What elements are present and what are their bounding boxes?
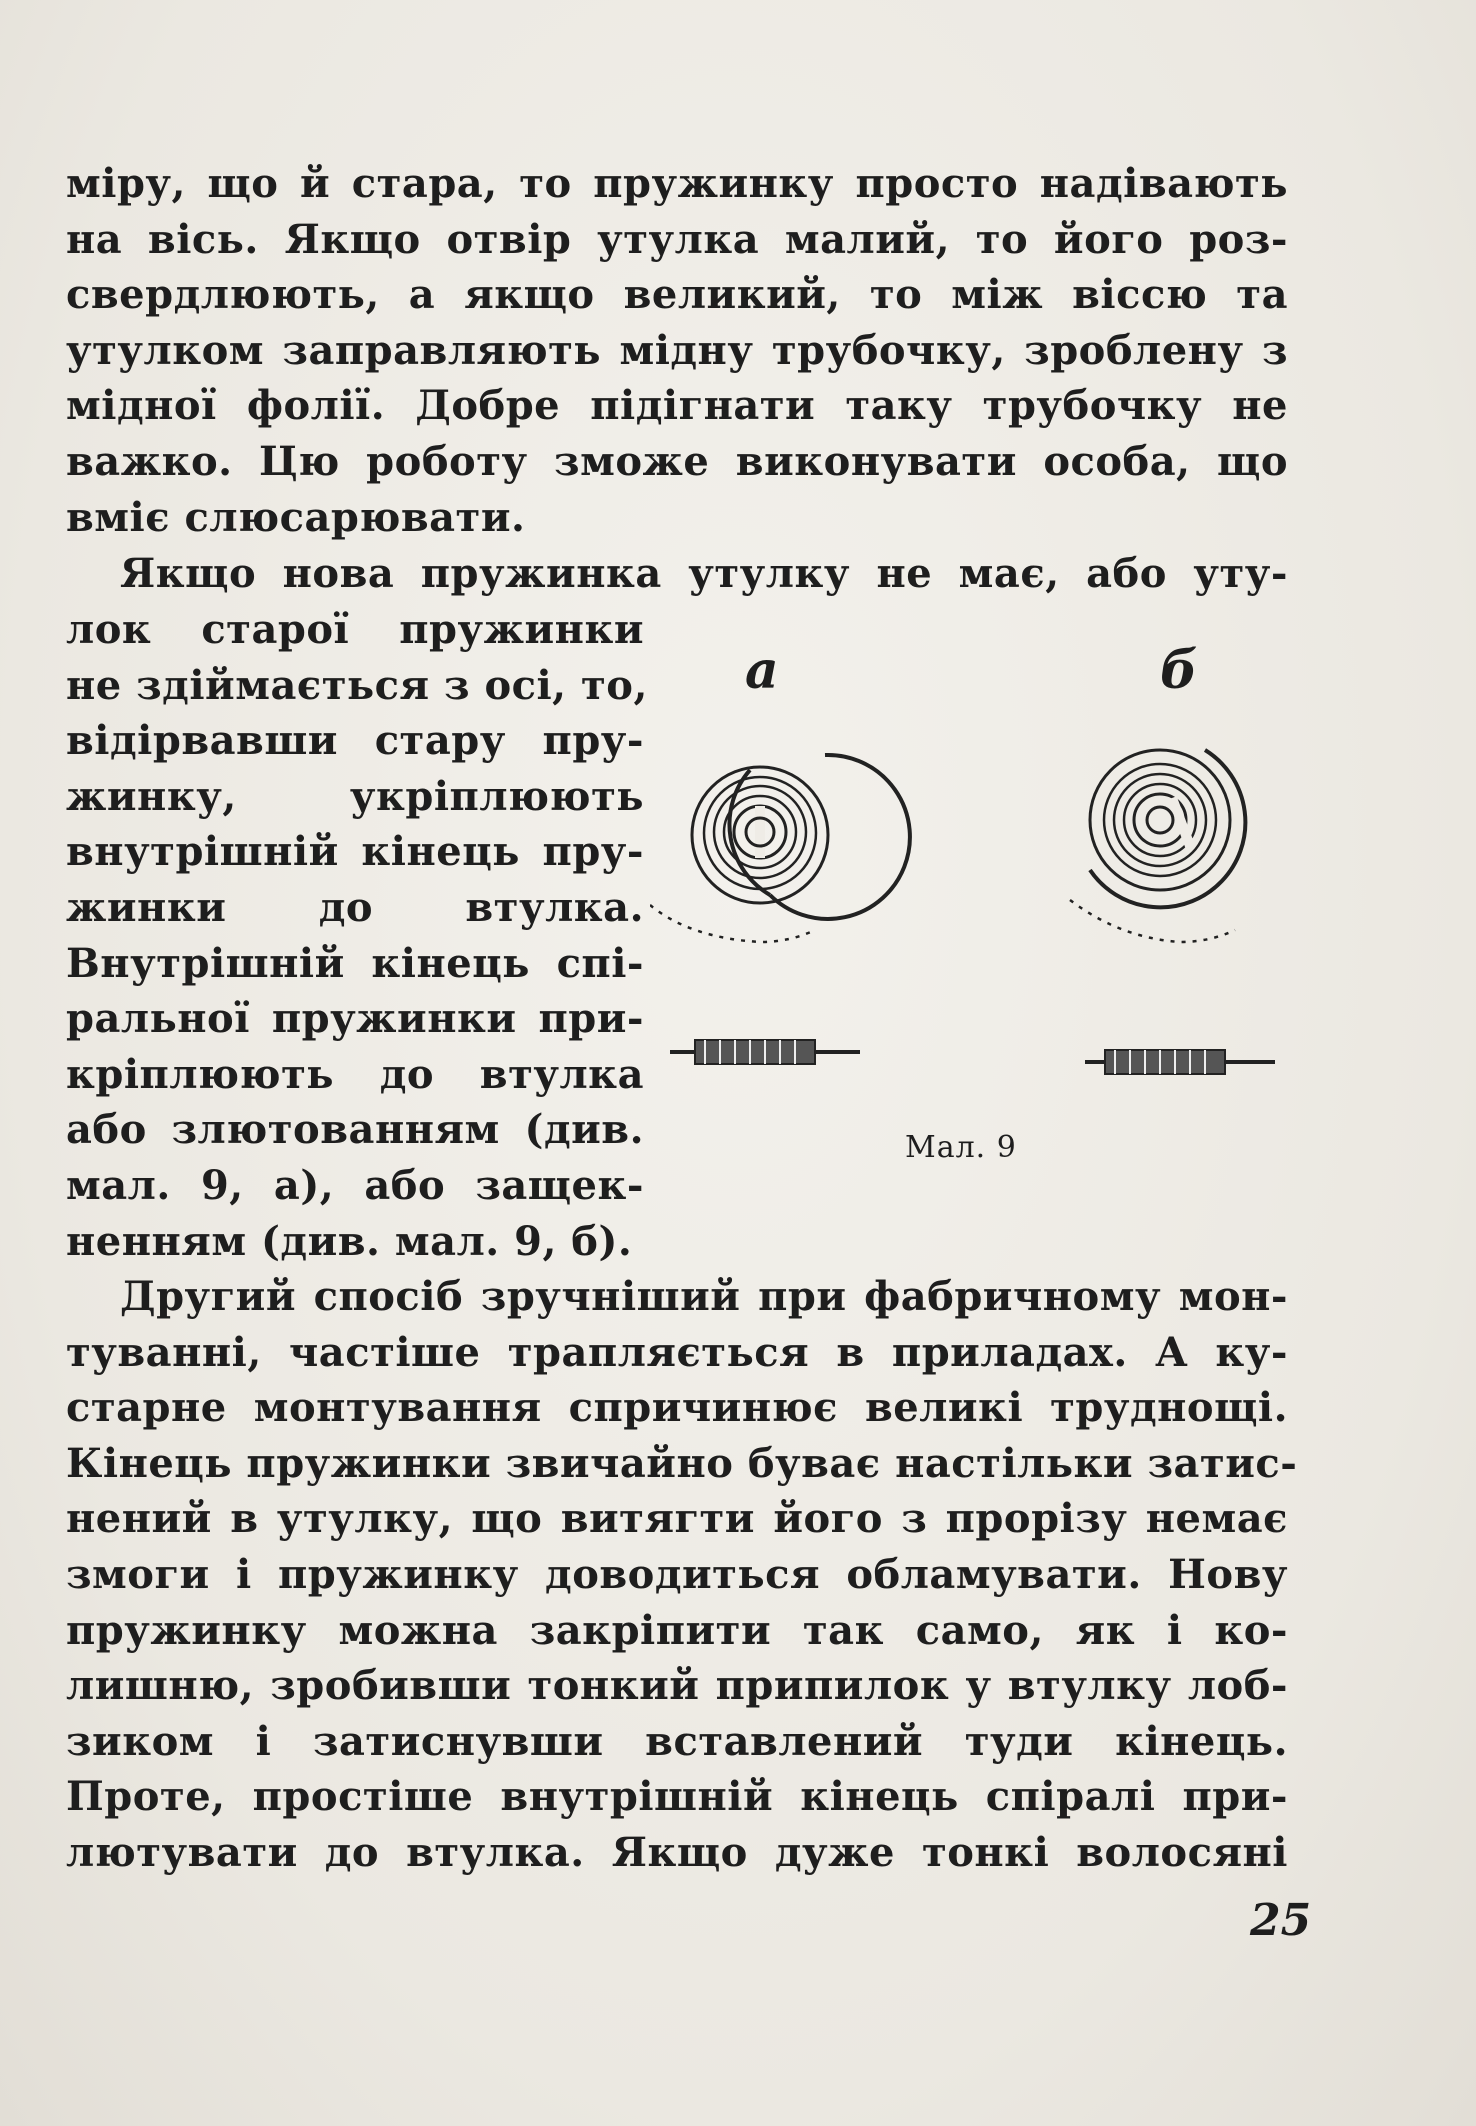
text-line: свердлюють, а якщо великий, то між віссю та [66,271,1288,319]
spring-b-side-view [1085,1050,1275,1074]
text-line: Другий спосіб зручніший при фабричному мон- [120,1273,1288,1320]
text-line: змоги і пружинку доводиться обламувати. Нову [66,1550,1288,1598]
text-line: важко. Цю роботу зможе виконувати особа, що [66,437,1288,485]
text-line: старне монтування спричинює великі труднощі. [66,1384,1288,1432]
spring-a-side-view [670,1040,860,1064]
text-line: Кінець пружинки звичайно буває настільки затис- [66,1439,1298,1487]
figure-label-a: а [745,640,779,701]
text-line: туванні, частіше трапляється в приладах. А ку- [66,1328,1288,1376]
text-line: ненням (див. мал. 9, б). [66,1217,633,1265]
text-line: пружинку можна закріпити так само, як і ко- [66,1606,1288,1654]
page-number: 25 [1250,1895,1312,1946]
text-line: на вісь. Якщо отвір утулка малий, то його роз- [66,215,1288,263]
spring-a-top-view [650,755,910,942]
text-line: лишню, зробивши тонкий припилок у втулку лоб- [66,1662,1288,1710]
text-line: жинки до втулка. [66,883,644,931]
text-line: зиком і затиснувши вставлений туди кінець. [66,1717,1288,1765]
text-line: не здіймається з осі, то, [66,661,648,709]
text-line: Проте, простіше внутрішній кінець спіралі при- [66,1773,1288,1821]
text-line: мал. 9, а), або защек- [66,1161,644,1209]
paragraph-2-wrapped [66,602,648,1269]
text-line: відірвавши стару пру- [66,717,644,765]
figure-caption: Мал. 9 [905,1130,1017,1165]
text-line: лютувати до втулка. Якщо дуже тонкі волосяні [66,1828,1288,1876]
spring-drawings [650,620,1310,1100]
text-line: лок старої пружинки [66,606,644,653]
paragraph-1 [66,156,1288,545]
text-line: утулком заправляють мідну трубочку, зроблену з [66,326,1288,374]
text-line: міру, що й стара, то пружинку просто надівають [66,160,1288,207]
text-line: нений в утулку, що витягти його з прорізу немає [66,1495,1288,1543]
text-line: Якщо нова пружинка утулку не має, або уту- [120,550,1288,597]
text-line: вміє слюсарювати. [66,493,526,541]
figure-9 [650,620,1310,1180]
spring-b-top-view [1070,750,1245,942]
figure-label-b: б [1160,640,1198,701]
text-line: жинку, укріплюють [66,772,644,820]
text-line: або злютованням (див. [66,1106,644,1154]
text-line: мідної фолії. Добре підігнати таку трубочку не [66,382,1288,430]
paragraph-2-first-line [66,546,1288,602]
text-line: ральної пружинки при- [66,995,644,1043]
text-line: внутрішній кінець пру- [66,828,644,876]
paragraph-3 [66,1269,1298,1881]
text-line: кріплюють до втулка [66,1050,644,1098]
text-line: Внутрішній кінець спі- [66,939,644,987]
